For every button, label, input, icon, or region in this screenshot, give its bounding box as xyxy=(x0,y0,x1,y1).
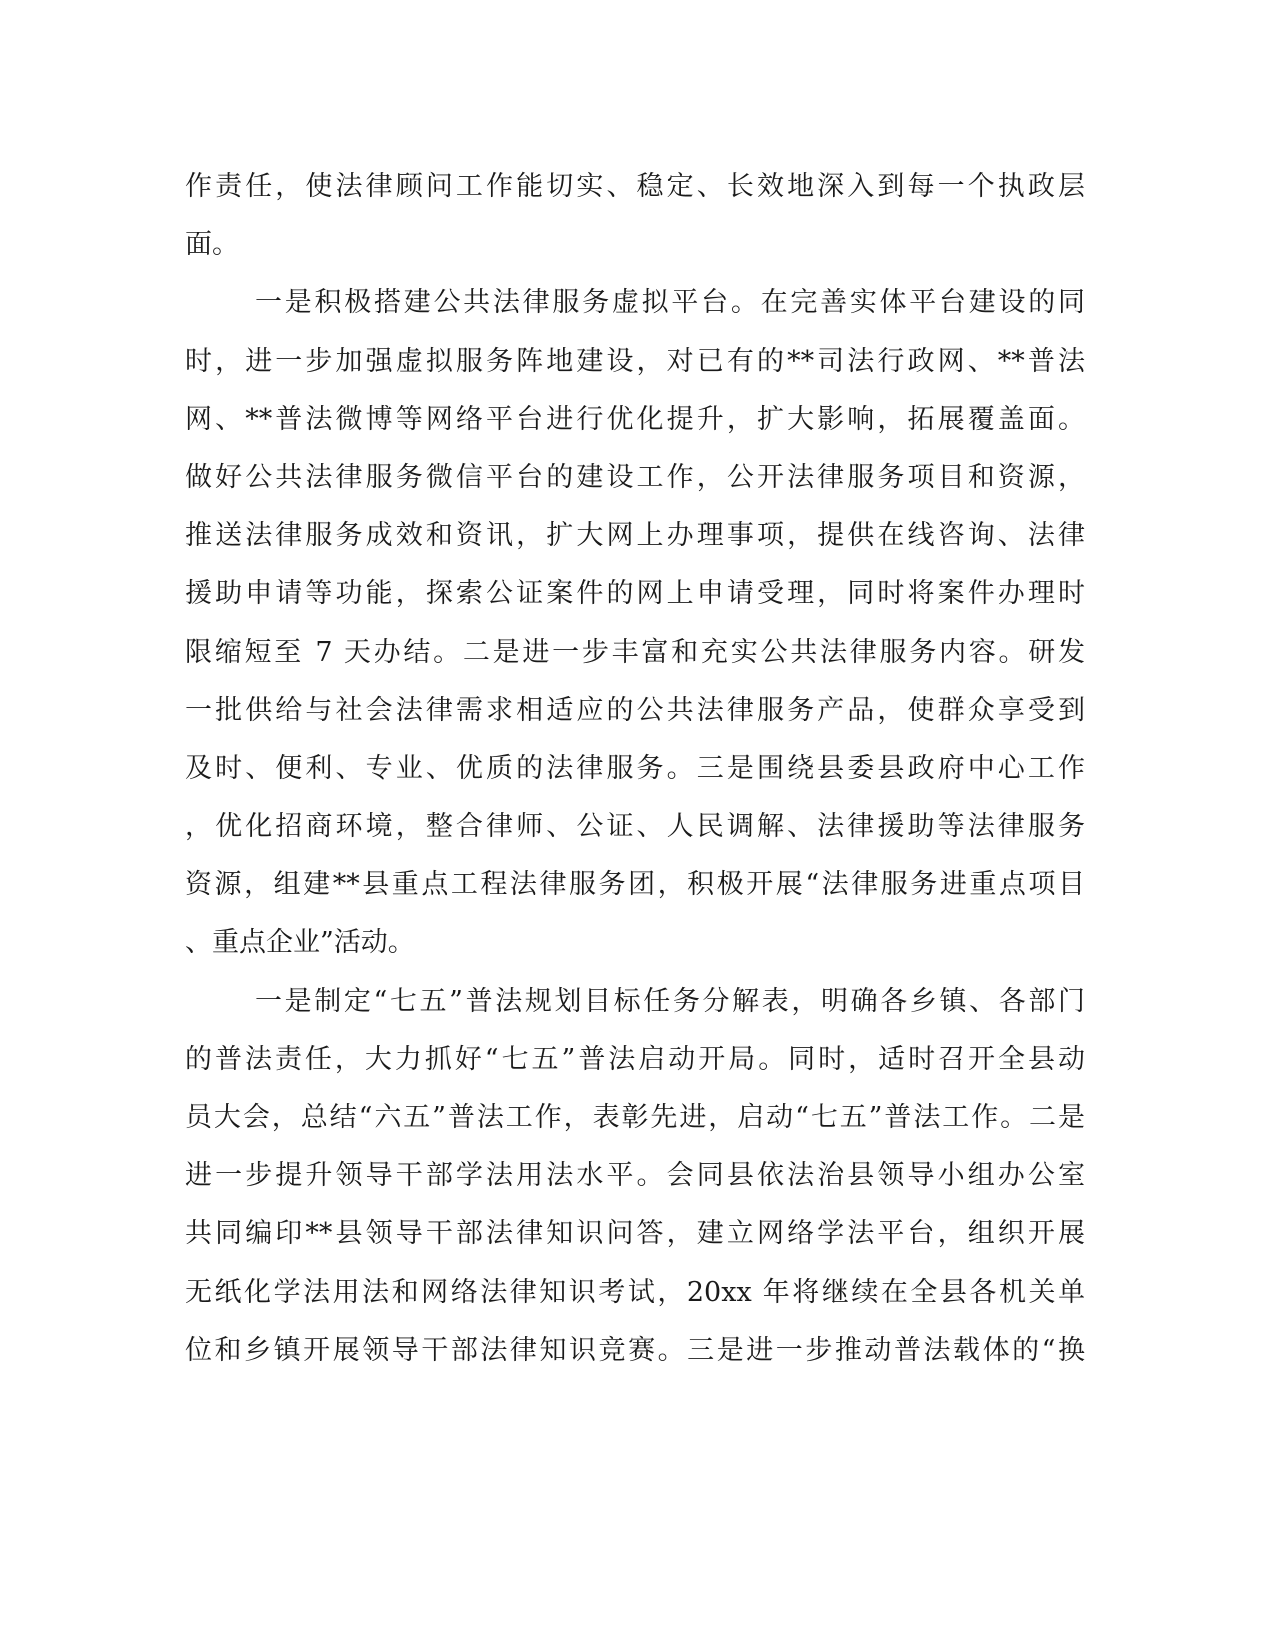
text-line: 位和乡镇开展领导干部法律知识竞赛。三是进一步推动普法载体的“换 xyxy=(185,1334,1085,1366)
text-line: 时，进一步加强虚拟服务阵地建设，对已有的**司法行政网、**普法 xyxy=(185,345,1085,377)
paragraph-start-line: 一是制定“七五”普法规划目标任务分解表，明确各乡镇、各部门 xyxy=(255,985,1085,1017)
text-line: ，优化招商环境，整合律师、公证、人民调解、法律援助等法律服务 xyxy=(185,811,1085,843)
text-line: 限缩短至 7 天办结。二是进一步丰富和充实公共法律服务内容。研发 xyxy=(185,636,1085,668)
text-line: 进一步提升领导干部学法用法水平。会同县依法治县领导小组办公室 xyxy=(185,1160,1085,1192)
text-line: 、重点企业”活动。 xyxy=(185,927,415,959)
text-line: 及时、便利、专业、优质的法律服务。三是围绕县委县政府中心工作 xyxy=(185,752,1085,784)
text-line: 无纸化学法用法和网络法律知识考试，20xx 年将继续在全县各机关单 xyxy=(185,1276,1085,1308)
body-text xyxy=(185,158,1085,1380)
text-line: 资源，组建**县重点工程法律服务团，积极开展“法律服务进重点项目 xyxy=(185,869,1085,901)
text-line: 员大会，总结“六五”普法工作，表彰先进，启动“七五”普法工作。二是 xyxy=(185,1102,1085,1133)
text-line: 一批供给与社会法律需求相适应的公共法律服务产品，使群众享受到 xyxy=(185,694,1085,726)
paragraph-start-line: 一是积极搭建公共法律服务虚拟平台。在完善实体平台建设的同 xyxy=(255,287,1085,319)
text-line: 援助申请等功能，探索公证案件的网上申请受理，同时将案件办理时 xyxy=(185,578,1085,610)
text-line: 面。 xyxy=(185,229,239,261)
text-line: 网、**普法微博等网络平台进行优化提升，扩大影响，拓展覆盖面。 xyxy=(185,403,1085,435)
text-line: 作责任，使法律顾问工作能切实、稳定、长效地深入到每一个执政层 xyxy=(185,171,1085,202)
text-line: 的普法责任，大力抓好“七五”普法启动开局。同时，适时召开全县动 xyxy=(185,1043,1085,1075)
text-line: 共同编印**县领导干部法律知识问答，建立网络学法平台，组织开展 xyxy=(185,1218,1085,1250)
text-line: 做好公共法律服务微信平台的建设工作，公开法律服务项目和资源， xyxy=(185,461,1085,493)
text-line: 推送法律服务成效和资讯，扩大网上办理事项，提供在线咨询、法律 xyxy=(185,520,1085,552)
